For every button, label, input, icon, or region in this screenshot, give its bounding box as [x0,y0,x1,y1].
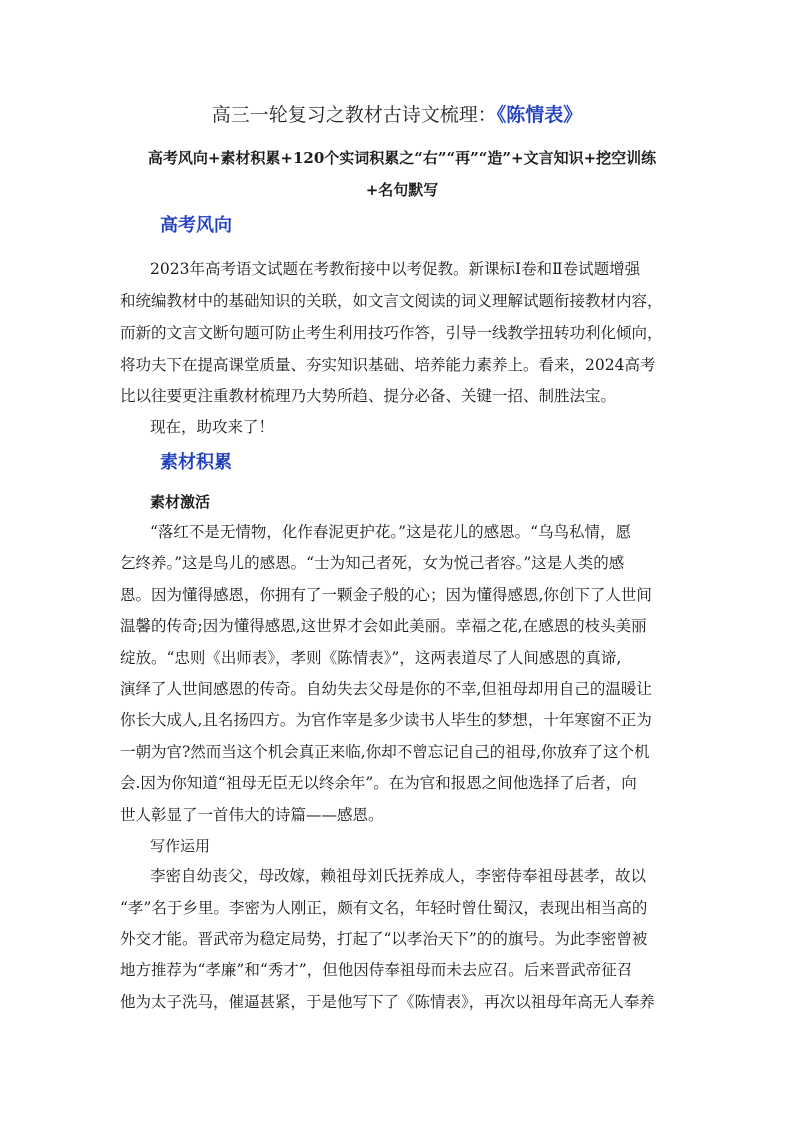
paragraph-line: 李密自幼丧父，母改嫁，赖祖母刘氏抚养成人，李密侍奉祖母甚孝，故以 [150,867,647,885]
paragraph-line: 地方推荐为“孝廉”和“秀才”，但他因侍奉祖母而未去应召。后来晋武帝征召 [120,961,633,979]
paragraph-line: 而新的文言文断句题可防止考生利用技巧作答，引导一线教学扭转功利化倾向， [120,324,663,342]
paragraph-line: 一朝为官?然而当这个机会真正来临,你却不曾忘记自己的祖母,你放弃了这个机 [120,743,650,761]
subtitle-line: 高考风向+素材积累+120个实词积累之“右”“再”“造”+文言知识+挖空训练 [147,149,657,167]
paragraph-line: 他为太子洗马，催逼甚紧，于是他写下了《陈情表》，再次以祖母年高无人奉养 [120,993,655,1011]
paragraph-line: 和统编教材中的基础知识的关联，如文言文阅读的词义理解试题衔接教材内容， [120,292,663,310]
paragraph-line: 2023年高考语文试题在考教衔接中以考促教。新课标Ⅰ卷和Ⅱ卷试题增强 [150,260,641,278]
paragraph-line: 世人彰显了一首伟大的诗篇——感恩。 [120,806,384,824]
paragraph-line: 将功夫下在提高课堂质量、夯实知识基础、培养能力素养上。看来，2024高考 [120,356,656,374]
section-heading-sucai: 素材积累 [160,452,232,473]
subsection-heading-writing: 写作运用 [150,837,211,855]
subsection-heading-activate: 素材激活 [150,493,211,511]
paragraph-line: 乞终养。”这是鸟儿的感恩。“士为知己者死，女为悦己者容。”这是人类的感 [120,554,625,572]
page-title-main: 高三一轮复习之教材古诗文梳理： [211,104,497,126]
page-title [0,101,794,129]
paragraph-line: 恩。因为懂得感恩，你拥有了一颗金子般的心；因为懂得感恩,你创下了人世间 [120,586,652,604]
paragraph-line: 外交才能。晋武帝为稳定局势，打起了“以孝治天下”的的旗号。为此李密曾被 [120,930,648,948]
paragraph-line: 现在，助攻来了！ [150,418,275,436]
paragraph-line: “孝”名于乡里。李密为人刚正，颇有文名，年轻时曾仕蜀汉，表现出相当高的 [120,899,648,917]
paragraph-line: 比以往要更注重教材梳理乃大势所趋、提分必备、关键一招、制胜法宝。 [120,387,617,405]
paragraph-line: 会.因为你知道“祖母无臣无以终余年”。在为官和报恩之间他选择了后者，向 [120,774,637,792]
paragraph-line: 演绎了人世间感恩的传奇。自幼失去父母是你的不幸,但祖母却用自己的温暖让 [120,680,652,698]
paragraph-line: 你长大成人,且名扬四方。为官作宰是多少读书人毕生的梦想，十年寒窗不正为 [120,711,652,729]
section-heading-gaokao: 高考风向 [160,215,232,236]
paragraph-line: 温馨的传奇;因为懂得感恩,这世界才会如此美丽。幸福之花,在感恩的枝头美丽 [120,617,647,635]
subtitle-line: +名句默写 [365,181,439,199]
paragraph-line: 绽放。“忠则《出师表》，孝则《陈情表》”，这两表道尽了人间感恩的真谛, [120,649,622,667]
paragraph-line: “落红不是无情物，化作春泥更护花。”这是花儿的感恩。“乌鸟私情，愿 [150,523,632,541]
page-title-highlight: 《陈情表》 [496,104,583,126]
